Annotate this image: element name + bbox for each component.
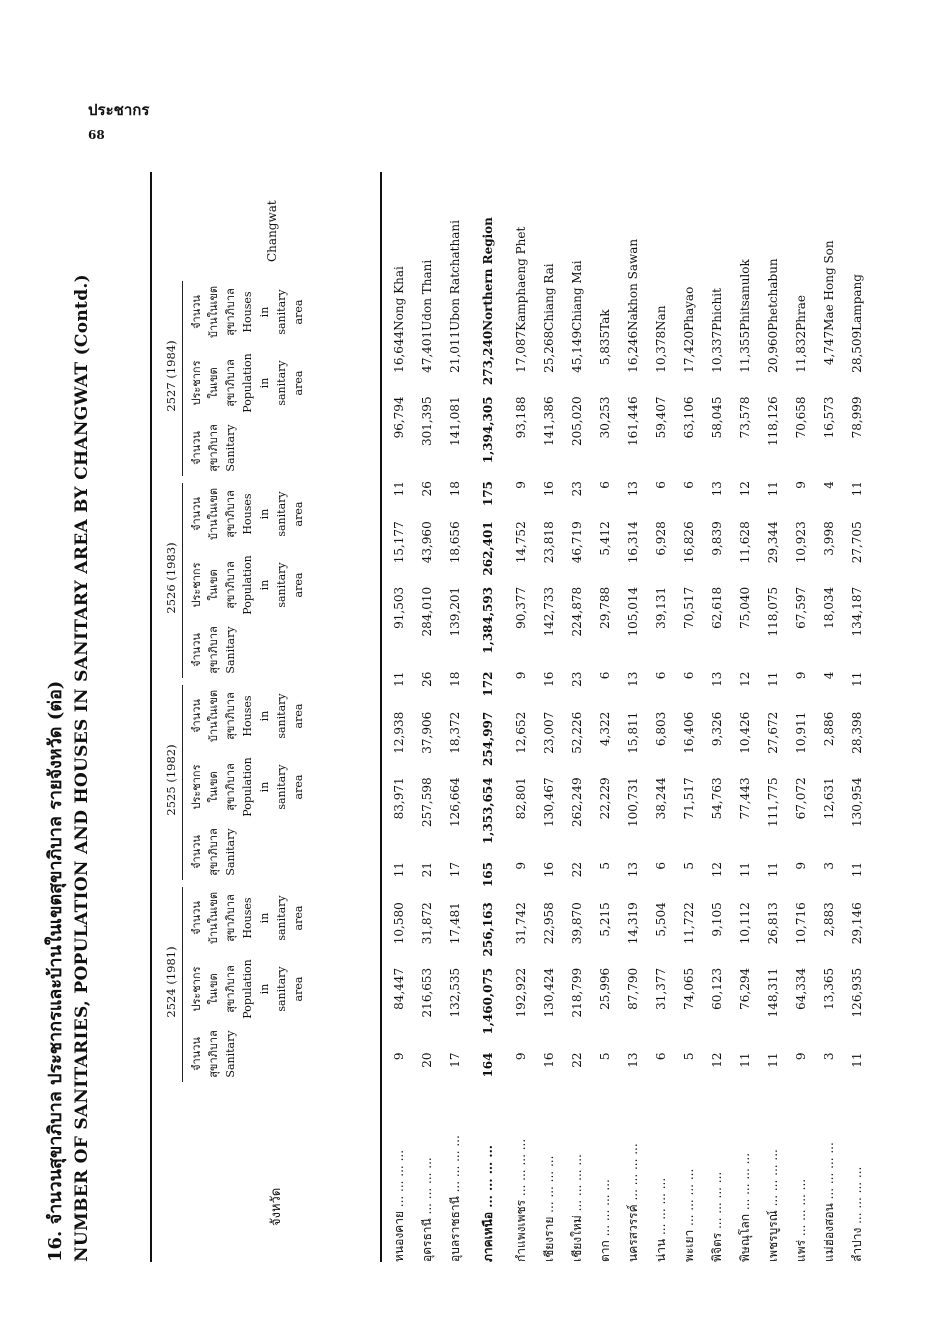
rotated-table-page: [45, 172, 870, 1262]
cell-houses: 28,509: [850, 330, 864, 373]
cell-population: 60,123: [710, 967, 724, 1010]
cell-population: 96,794: [392, 396, 406, 439]
cell-sanitary-count: 6: [598, 671, 612, 680]
cell-houses: 10,911: [794, 711, 808, 754]
province-name-english: Northern Region: [481, 217, 495, 331]
cell-houses: 18,372: [448, 711, 462, 754]
cell-houses: 27,672: [766, 711, 780, 754]
cell-houses: 26,813: [766, 902, 780, 945]
cell-population: 39,131: [654, 586, 668, 629]
cell-population: 84,447: [392, 967, 406, 1010]
cell-sanitary-count: 26: [420, 481, 434, 497]
cell-population: 30,253: [598, 396, 612, 439]
top-rule: [150, 172, 152, 1262]
province-name-english: Phichit: [710, 288, 724, 331]
cell-sanitary-count: 6: [682, 481, 696, 489]
cell-population: 105,014: [626, 586, 640, 637]
cell-houses: 18,656: [448, 521, 462, 564]
data-table: [385, 172, 871, 1262]
cell-population: 67,597: [794, 586, 808, 629]
cell-sanitary-count: 11: [850, 1052, 864, 1068]
cell-houses: 9,105: [710, 902, 724, 937]
cell-population: 142,733: [542, 586, 556, 637]
cell-population: 118,126: [766, 396, 780, 447]
province-column-header: จังหวัด: [269, 1187, 284, 1226]
province-name-english: Chiang Rai: [542, 263, 556, 331]
table-row: [843, 172, 871, 1262]
cell-population: 29,788: [598, 586, 612, 629]
cell-sanitary-count: 13: [710, 481, 724, 497]
cell-sanitary-count: 26: [420, 671, 434, 687]
cell-sanitary-count: 11: [850, 481, 864, 497]
cell-population: 218,799: [570, 967, 584, 1018]
cell-population: 18,034: [822, 586, 836, 629]
cell-houses: 14,319: [626, 902, 640, 945]
cell-population: 67,072: [794, 777, 808, 820]
cell-sanitary-count: 9: [794, 1052, 808, 1061]
cell-houses: 11,832: [794, 330, 808, 373]
cell-houses: 16,406: [682, 711, 696, 754]
cell-sanitary-count: 12: [710, 1052, 724, 1068]
cell-population: 192,922: [514, 967, 528, 1018]
cell-population: 75,040: [738, 586, 752, 629]
cell-population: 78,999: [850, 396, 864, 439]
cell-sanitary-count: 12: [710, 862, 724, 878]
cell-population: 54,763: [710, 777, 724, 820]
cell-population: 126,664: [448, 777, 462, 827]
col-header-houses: จำนวน บ้านในเขต สุขาภิบาล Houses in sanitary area: [190, 488, 305, 540]
cell-population: 224,878: [570, 586, 584, 637]
cell-population: 130,424: [542, 967, 556, 1018]
cell-sanitary-count: 13: [710, 671, 724, 687]
table-row: [535, 172, 563, 1262]
cell-population: 74,065: [682, 967, 696, 1010]
cell-houses: 15,177: [392, 521, 406, 564]
cell-houses: 23,818: [542, 521, 556, 564]
cell-sanitary-count: 11: [392, 671, 406, 687]
cell-houses: 10,337: [710, 330, 724, 373]
cell-houses: 10,580: [392, 902, 406, 945]
cell-houses: 10,426: [738, 711, 752, 754]
cell-population: 1,384,593: [481, 586, 495, 654]
province-name-thai: หนองคาย ... ... ... ...: [391, 1149, 406, 1262]
cell-sanitary-count: 23: [570, 481, 584, 497]
cell-population: 262,249: [570, 777, 584, 827]
province-name-english: Kamphaeng Phet: [514, 226, 528, 331]
province-name-english: Tak: [598, 309, 612, 331]
cell-population: 76,294: [738, 967, 752, 1010]
cell-sanitary-count: 9: [514, 862, 528, 870]
cell-population: 16,573: [822, 396, 836, 439]
cell-houses: 46,719: [570, 521, 584, 564]
cell-sanitary-count: 16: [542, 1052, 556, 1068]
cell-sanitary-count: 9: [514, 671, 528, 680]
cell-houses: 256,163: [481, 902, 495, 957]
province-name-english: Chiang Mai: [570, 260, 584, 331]
province-name-thai: เพชรบูรณ์ ... ... ... ...: [765, 1149, 780, 1262]
province-name-thai: แม่ฮ่องสอน ... ... ... ...: [821, 1142, 836, 1262]
cell-houses: 25,268: [542, 330, 556, 373]
cell-population: 91,503: [392, 586, 406, 629]
cell-houses: 5,215: [598, 902, 612, 937]
cell-sanitary-count: 13: [626, 671, 640, 687]
cell-population: 63,106: [682, 396, 696, 439]
province-name-thai: พิษณุโลก ... ... ... ...: [737, 1152, 752, 1262]
cell-houses: 20,960: [766, 330, 780, 373]
table-row: [675, 172, 703, 1262]
cell-population: 130,467: [542, 777, 556, 827]
col-header-sanitary: จำนวน สุขาภิบาล Sanitary: [190, 828, 237, 876]
cell-population: 148,311: [766, 967, 780, 1018]
cell-houses: 17,087: [514, 330, 528, 373]
table-row: [815, 172, 843, 1262]
cell-sanitary-count: 12: [738, 671, 752, 687]
cell-population: 118,075: [766, 586, 780, 637]
year-rule: [182, 887, 183, 1082]
province-name-thai: เชียงใหม่ ... ... ... ...: [569, 1154, 584, 1262]
cell-sanitary-count: 13: [626, 862, 640, 878]
header-bottom-rule: [380, 172, 382, 1262]
cell-sanitary-count: 164: [481, 1052, 495, 1078]
year-header-1982: 2525 (1982): [164, 744, 178, 816]
province-name-english: Lampang: [850, 274, 864, 331]
cell-population: 1,394,305: [481, 396, 495, 464]
table-row: [703, 172, 731, 1262]
col-header-sanitary: จำนวน สุขาภิบาล Sanitary: [190, 424, 237, 472]
cell-houses: 6,803: [654, 711, 668, 747]
col-header-population: ประชากร ในเขต สุขาภิบาล Population in sanitary area: [190, 959, 305, 1019]
col-header-sanitary: จำนวน สุขาภิบาล Sanitary: [190, 1030, 237, 1078]
cell-population: 132,535: [448, 967, 462, 1018]
cell-sanitary-count: 11: [766, 481, 780, 497]
col-header-houses: จำนวน บ้านในเขต สุขาภิบาล Houses in sanitary area: [190, 690, 305, 742]
cell-houses: 5,412: [598, 521, 612, 556]
col-header-population: ประชากร ในเขต สุขาภิบาล Population in sanitary area: [190, 757, 305, 817]
cell-sanitary-count: 5: [682, 862, 696, 870]
cell-houses: 2,883: [822, 902, 836, 937]
cell-sanitary-count: 9: [514, 481, 528, 489]
cell-sanitary-count: 11: [738, 862, 752, 878]
cell-houses: 29,344: [766, 521, 780, 564]
province-name-english: Udon Thani: [420, 259, 434, 331]
year-rule: [182, 685, 183, 880]
cell-sanitary-count: 6: [654, 862, 668, 870]
cell-population: 93,188: [514, 396, 528, 439]
cell-population: 161,446: [626, 396, 640, 447]
cell-houses: 16,826: [682, 521, 696, 564]
cell-sanitary-count: 21: [420, 862, 434, 878]
province-name-thai: แพร่ ... ... ... ...: [793, 1178, 808, 1262]
cell-sanitary-count: 11: [850, 862, 864, 878]
cell-houses: 17,481: [448, 902, 462, 945]
cell-houses: 262,401: [481, 521, 495, 576]
cell-houses: 6,928: [654, 521, 668, 556]
cell-houses: 45,149: [570, 330, 584, 373]
cell-sanitary-count: 9: [794, 671, 808, 680]
province-name-english: Phrae: [794, 295, 808, 331]
cell-sanitary-count: 4: [822, 481, 836, 489]
cell-houses: 16,246: [626, 330, 640, 373]
cell-houses: 5,835: [598, 330, 612, 366]
province-name-english: Phitsanulok: [738, 259, 752, 331]
table-row: [787, 172, 815, 1262]
province-name-thai: อุดรธานี ... ... ... ...: [419, 1157, 434, 1262]
cell-population: 62,618: [710, 586, 724, 629]
cell-sanitary-count: 11: [766, 671, 780, 687]
col-header-houses: จำนวน บ้านในเขต สุขาภิบาล Houses in sanitary area: [190, 892, 305, 944]
cell-population: 59,407: [654, 396, 668, 439]
cell-sanitary-count: 9: [392, 1052, 406, 1061]
province-name-thai: พะเยา ... ... ... ...: [681, 1168, 696, 1262]
cell-sanitary-count: 17: [448, 1052, 462, 1068]
cell-sanitary-count: 11: [766, 1052, 780, 1068]
table-row: [591, 172, 619, 1262]
cell-houses: 10,716: [794, 902, 808, 945]
cell-houses: 16,644: [392, 330, 406, 373]
province-name-thai: อุบลราชธานี ... ... ... ...: [447, 1135, 462, 1262]
cell-houses: 4,747: [822, 330, 836, 366]
cell-population: 70,658: [794, 396, 808, 439]
table-title-thai: 16. จำนวนสุขาภิบาล ประชากรและบ้านในเขตสุขาภิบาล รายจังหวัด (ต่อ): [45, 680, 66, 1262]
cell-sanitary-count: 11: [392, 862, 406, 878]
cell-sanitary-count: 22: [570, 862, 584, 878]
cell-houses: 43,960: [420, 521, 434, 564]
cell-sanitary-count: 5: [598, 1052, 612, 1061]
province-name-english: Phayao: [682, 286, 696, 331]
cell-sanitary-count: 11: [850, 671, 864, 687]
province-name-thai: ลำปาง ... ... ... ...: [849, 1166, 864, 1262]
province-name-thai: เชียงราย ... ... ... ...: [541, 1155, 556, 1262]
cell-houses: 31,872: [420, 902, 434, 945]
cell-houses: 17,420: [682, 330, 696, 373]
province-name-english: Phetchabun: [766, 258, 780, 331]
col-header-population: ประชากร ในเขต สุขาภิบาล Population in sanitary area: [190, 353, 305, 413]
cell-houses: 29,146: [850, 902, 864, 945]
province-name-thai: พิจิตร ... ... ... ...: [709, 1171, 724, 1262]
cell-sanitary-count: 11: [766, 862, 780, 878]
table-row: [563, 172, 591, 1262]
cell-houses: 15,811: [626, 711, 640, 754]
cell-sanitary-count: 5: [682, 1052, 696, 1061]
cell-houses: 11,722: [682, 902, 696, 945]
cell-population: 73,578: [738, 396, 752, 439]
cell-houses: 27,705: [850, 521, 864, 564]
cell-houses: 14,752: [514, 521, 528, 564]
cell-houses: 16,314: [626, 521, 640, 564]
cell-houses: 47,401: [420, 330, 434, 373]
cell-population: 31,377: [654, 967, 668, 1010]
cell-houses: 10,378: [654, 330, 668, 373]
col-header-population: ประชากร ในเขต สุขาภิบาล Population in sanitary area: [190, 555, 305, 615]
cell-sanitary-count: 172: [481, 671, 495, 697]
changwat-column-header: Changwat: [265, 200, 279, 262]
cell-houses: 9,839: [710, 521, 724, 556]
cell-population: 205,020: [570, 396, 584, 447]
cell-sanitary-count: 3: [822, 1052, 836, 1061]
cell-sanitary-count: 9: [514, 1052, 528, 1061]
cell-sanitary-count: 6: [654, 671, 668, 680]
cell-population: 284,010: [420, 586, 434, 637]
cell-population: 82,801: [514, 777, 528, 820]
cell-sanitary-count: 16: [542, 481, 556, 497]
year-header-1983: 2526 (1983): [164, 542, 178, 614]
cell-population: 90,377: [514, 586, 528, 629]
province-name-english: Nong Khai: [392, 266, 406, 331]
year-rule: [182, 483, 183, 678]
cell-population: 83,971: [392, 777, 406, 820]
cell-houses: 4,322: [598, 711, 612, 747]
cell-population: 111,775: [766, 777, 780, 827]
cell-population: 71,517: [682, 777, 696, 820]
year-header-1981: 2524 (1981): [164, 946, 178, 1018]
cell-sanitary-count: 5: [598, 862, 612, 870]
cell-houses: 22,958: [542, 902, 556, 945]
table-row: [507, 172, 535, 1262]
cell-population: 64,334: [794, 967, 808, 1010]
cell-houses: 11,628: [738, 521, 752, 564]
cell-population: 70,517: [682, 586, 696, 629]
cell-sanitary-count: 9: [794, 862, 808, 870]
cell-houses: 3,998: [822, 521, 836, 556]
cell-sanitary-count: 11: [392, 481, 406, 497]
cell-population: 139,201: [448, 586, 462, 637]
cell-houses: 12,652: [514, 711, 528, 754]
cell-sanitary-count: 9: [794, 481, 808, 489]
cell-population: 1,460,075: [481, 967, 495, 1035]
cell-houses: 10,923: [794, 521, 808, 564]
cell-population: 130,954: [850, 777, 864, 827]
cell-sanitary-count: 16: [542, 862, 556, 878]
cell-sanitary-count: 175: [481, 481, 495, 507]
table-row: [731, 172, 759, 1262]
cell-houses: 273,240: [481, 330, 495, 386]
cell-houses: 21,011: [448, 330, 462, 373]
cell-houses: 23,007: [542, 711, 556, 754]
cell-population: 134,187: [850, 586, 864, 637]
year-rule: [182, 281, 183, 476]
cell-sanitary-count: 11: [738, 1052, 752, 1068]
cell-sanitary-count: 6: [598, 481, 612, 489]
province-name-thai: กำแพงเพชร ... ... ... ...: [513, 1138, 528, 1262]
cell-population: 87,790: [626, 967, 640, 1010]
cell-population: 1,353,654: [481, 777, 495, 845]
cell-sanitary-count: 13: [626, 1052, 640, 1068]
cell-sanitary-count: 20: [420, 1052, 434, 1068]
province-name-thai: ตาก ... ... ... ...: [597, 1179, 612, 1262]
page-header-thai: ประชากร: [88, 101, 150, 119]
col-header-sanitary: จำนวน สุขาภิบาล Sanitary: [190, 626, 237, 674]
cell-houses: 254,997: [481, 711, 495, 767]
page-number: 68: [88, 128, 105, 142]
province-name-english: Ubon Ratchathani: [448, 220, 462, 331]
province-name-thai: นครสวรรค์ ... ... ... ...: [625, 1143, 640, 1262]
province-name-english: Mae Hong Son: [822, 240, 836, 331]
cell-sanitary-count: 18: [448, 671, 462, 687]
table-row: [413, 172, 441, 1262]
cell-population: 301,395: [420, 396, 434, 447]
cell-population: 141,081: [448, 396, 462, 447]
cell-houses: 37,906: [420, 711, 434, 754]
cell-sanitary-count: 13: [626, 481, 640, 497]
province-name-thai: น่าน ... ... ... ...: [653, 1177, 668, 1262]
cell-houses: 28,398: [850, 711, 864, 754]
cell-houses: 11,355: [738, 330, 752, 373]
cell-population: 216,653: [420, 967, 434, 1018]
cell-population: 22,229: [598, 777, 612, 820]
cell-sanitary-count: 6: [654, 481, 668, 489]
cell-population: 25,996: [598, 967, 612, 1010]
province-name-english: Nakhon Sawan: [626, 238, 640, 331]
cell-sanitary-count: 165: [481, 862, 495, 888]
table-row: [759, 172, 787, 1262]
province-name-thai: ภาคเหนือ ... ... ... ...: [480, 1145, 495, 1262]
cell-population: 77,443: [738, 777, 752, 820]
cell-sanitary-count: 18: [448, 481, 462, 497]
cell-sanitary-count: 6: [682, 671, 696, 680]
cell-houses: 12,938: [392, 711, 406, 754]
cell-population: 12,631: [822, 777, 836, 820]
table-title-english: NUMBER OF SANITARIES, POPULATION AND HOUSES IN SANITARY AREA BY CHANGWAT (Contd.): [72, 274, 92, 1262]
cell-sanitary-count: 22: [570, 1052, 584, 1068]
cell-population: 13,365: [822, 967, 836, 1010]
cell-sanitary-count: 17: [448, 862, 462, 878]
cell-sanitary-count: 16: [542, 671, 556, 687]
cell-population: 257,598: [420, 777, 434, 827]
cell-houses: 10,112: [738, 902, 752, 945]
cell-sanitary-count: 6: [654, 1052, 668, 1061]
cell-sanitary-count: 12: [738, 481, 752, 497]
cell-houses: 39,870: [570, 902, 584, 945]
cell-houses: 31,742: [514, 902, 528, 945]
cell-sanitary-count: 23: [570, 671, 584, 687]
table-row: [619, 172, 647, 1262]
table-row: [385, 172, 413, 1262]
cell-population: 100,731: [626, 777, 640, 827]
cell-houses: 5,504: [654, 902, 668, 937]
region-row: [469, 172, 507, 1262]
cell-population: 38,244: [654, 777, 668, 820]
province-name-english: Nan: [654, 305, 668, 331]
cell-houses: 2,886: [822, 711, 836, 747]
cell-population: 141,386: [542, 396, 556, 447]
col-header-houses: จำนวน บ้านในเขต สุขาภิบาล Houses in sanitary area: [190, 286, 305, 338]
cell-population: 58,045: [710, 396, 724, 439]
cell-sanitary-count: 3: [822, 862, 836, 870]
year-header-1984: 2527 (1984): [164, 340, 178, 412]
cell-houses: 52,226: [570, 711, 584, 754]
cell-population: 126,935: [850, 967, 864, 1018]
cell-sanitary-count: 4: [822, 671, 836, 680]
cell-houses: 9,326: [710, 711, 724, 747]
table-row: [647, 172, 675, 1262]
table-row: [441, 172, 469, 1262]
